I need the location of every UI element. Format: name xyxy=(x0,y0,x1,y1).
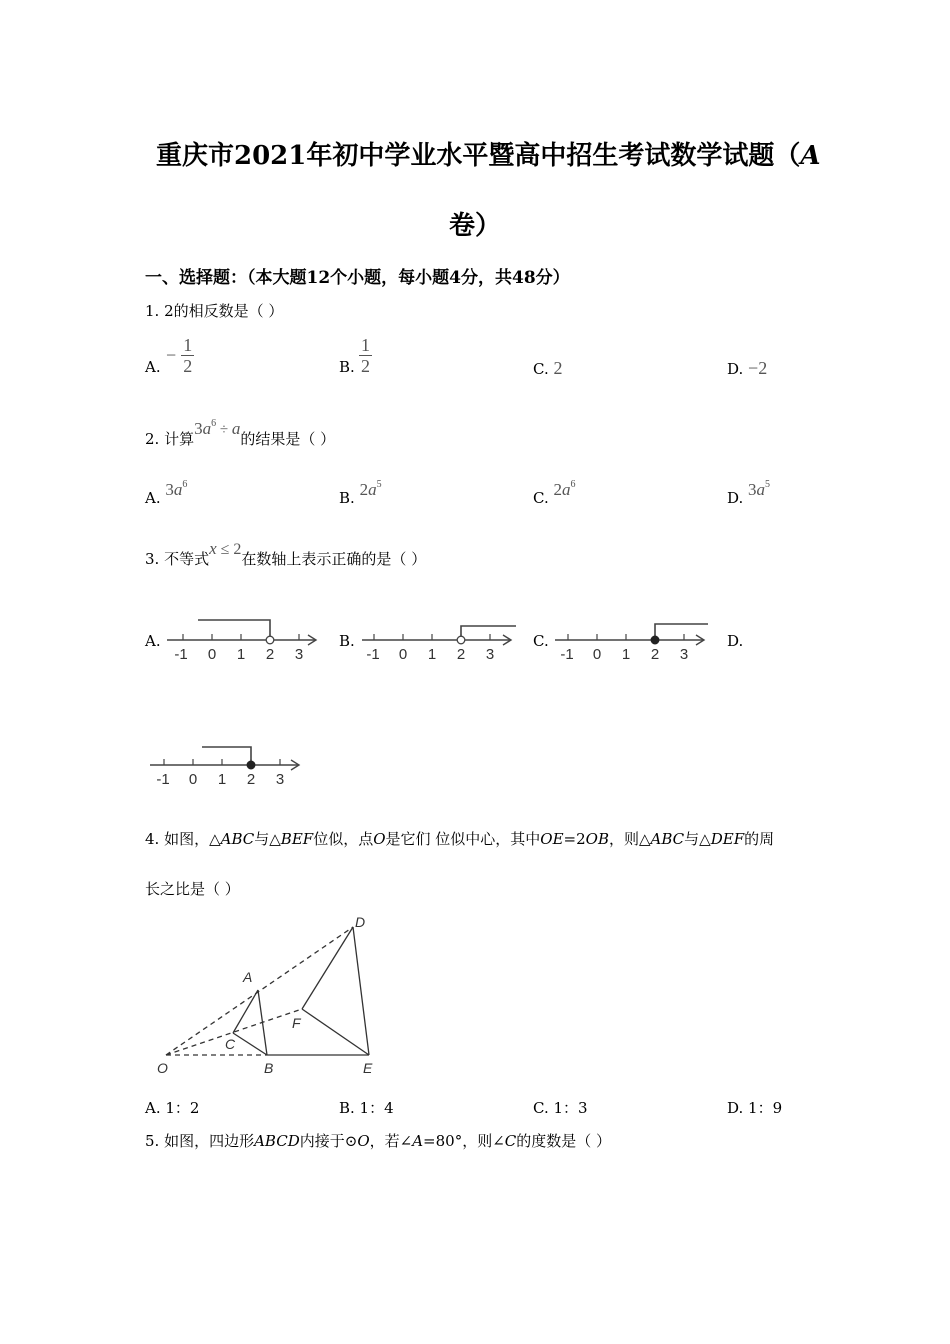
q4-option-b[interactable]: B. 1：4 xyxy=(339,1099,394,1117)
tick-label: 3 xyxy=(294,646,304,663)
q1-option-c-label: C. xyxy=(533,360,549,378)
question-1-stem: 1. 2的相反数是（ ） xyxy=(145,302,284,320)
point-label-b: B xyxy=(264,1060,274,1076)
point-label-c: C xyxy=(225,1036,236,1052)
point-label-o: O xyxy=(157,1060,168,1076)
q1-option-a-value: − $\frac{1}{2}$ xyxy=(166,335,193,376)
title-line1: 重庆市2021年初中学业水平暨高中招生考试数学试题（ xyxy=(156,141,801,171)
q3-option-d-label[interactable]: D. xyxy=(727,632,744,650)
q2-option-d[interactable]: D. $3a^5$ xyxy=(727,479,771,507)
tick-label: -1 xyxy=(156,771,170,788)
q2-option-c[interactable]: C. $2a^6$ xyxy=(533,479,576,507)
page-title-line2: 卷） xyxy=(449,211,502,241)
tick-label: 0 xyxy=(592,646,602,663)
tick-label: 0 xyxy=(398,646,408,663)
q2-option-a[interactable]: A. $3a^6$ xyxy=(145,479,188,507)
tick-label: -1 xyxy=(560,646,574,663)
q4-geometry-figure xyxy=(150,910,390,1080)
tick-label: 3 xyxy=(485,646,495,663)
q3-option-a-label[interactable]: A. xyxy=(145,632,161,650)
tick-label: 1 xyxy=(621,646,631,663)
q1-option-a-label: A. xyxy=(145,358,161,376)
q1-option-c-value: 2 xyxy=(553,358,563,378)
tick-label: 0 xyxy=(188,771,198,788)
q4-option-a[interactable]: A. 1：2 xyxy=(145,1099,200,1117)
tick-label: 2 xyxy=(456,646,466,663)
tick-label: 2 xyxy=(246,771,256,788)
question-2-stem: 2. 计算$3a^6 \div a$的结果是（ ） xyxy=(145,418,336,448)
title-line1-tail: A xyxy=(800,141,821,171)
q4-option-c[interactable]: C. 1：3 xyxy=(533,1099,588,1117)
tick-label: -1 xyxy=(174,646,188,663)
tick-label: 2 xyxy=(650,646,660,663)
page-title xyxy=(156,135,821,172)
q1-option-c[interactable] xyxy=(533,358,563,379)
q3-option-b-label[interactable]: B. xyxy=(339,632,355,650)
q1-option-b-label: B. xyxy=(339,358,355,376)
question-5-stem: 5. 如图，四边形ABCD内接于⊙O，若∠A=80°，则∠C的度数是（ ） xyxy=(145,1132,612,1150)
question-4-stem-line2: 长之比是（ ） xyxy=(145,880,240,898)
tick-label: 1 xyxy=(217,771,227,788)
q1-option-d-value: −2 xyxy=(748,358,768,378)
tick-label: 3 xyxy=(679,646,689,663)
q1-option-d[interactable] xyxy=(727,358,767,379)
point-label-f: F xyxy=(292,1015,301,1031)
q3-option-c-label[interactable]: C. xyxy=(533,632,549,650)
tick-label: 1 xyxy=(427,646,437,663)
section-heading: 一、选择题：（本大题12个小题，每小题4分，共48分） xyxy=(145,268,570,288)
point-label-e: E xyxy=(363,1060,373,1076)
q3-numberline-d xyxy=(148,737,308,789)
tick-label: 0 xyxy=(207,646,217,663)
tick-label: 2 xyxy=(265,646,275,663)
q1-option-a[interactable] xyxy=(145,335,161,376)
q1-option-b-value: $\frac{1}{2}$ xyxy=(361,335,370,376)
q3-numberline-a xyxy=(165,612,325,664)
question-3-stem: 3. 不等式x ≤ 2在数轴上表示正确的是（ ） xyxy=(145,539,427,568)
q4-option-d[interactable]: D. 1：9 xyxy=(727,1099,783,1117)
tick-label: -1 xyxy=(366,646,380,663)
q1-option-d-label: D. xyxy=(727,360,744,378)
q3-numberline-b xyxy=(360,612,520,664)
point-label-a: A xyxy=(243,969,253,985)
tick-label: 1 xyxy=(236,646,246,663)
q1-option-b[interactable] xyxy=(339,358,355,376)
question-4-stem-line1: 4. 如图，△ABC与△BEF位似，点O是它们 位似中心，其中OE=2OB，则△ABC与△DEF的周 xyxy=(145,830,775,848)
q2-option-b[interactable]: B. $2a^5$ xyxy=(339,479,382,507)
tick-label: 3 xyxy=(275,771,285,788)
q3-numberline-c xyxy=(553,612,713,664)
point-label-d: D xyxy=(355,914,366,930)
